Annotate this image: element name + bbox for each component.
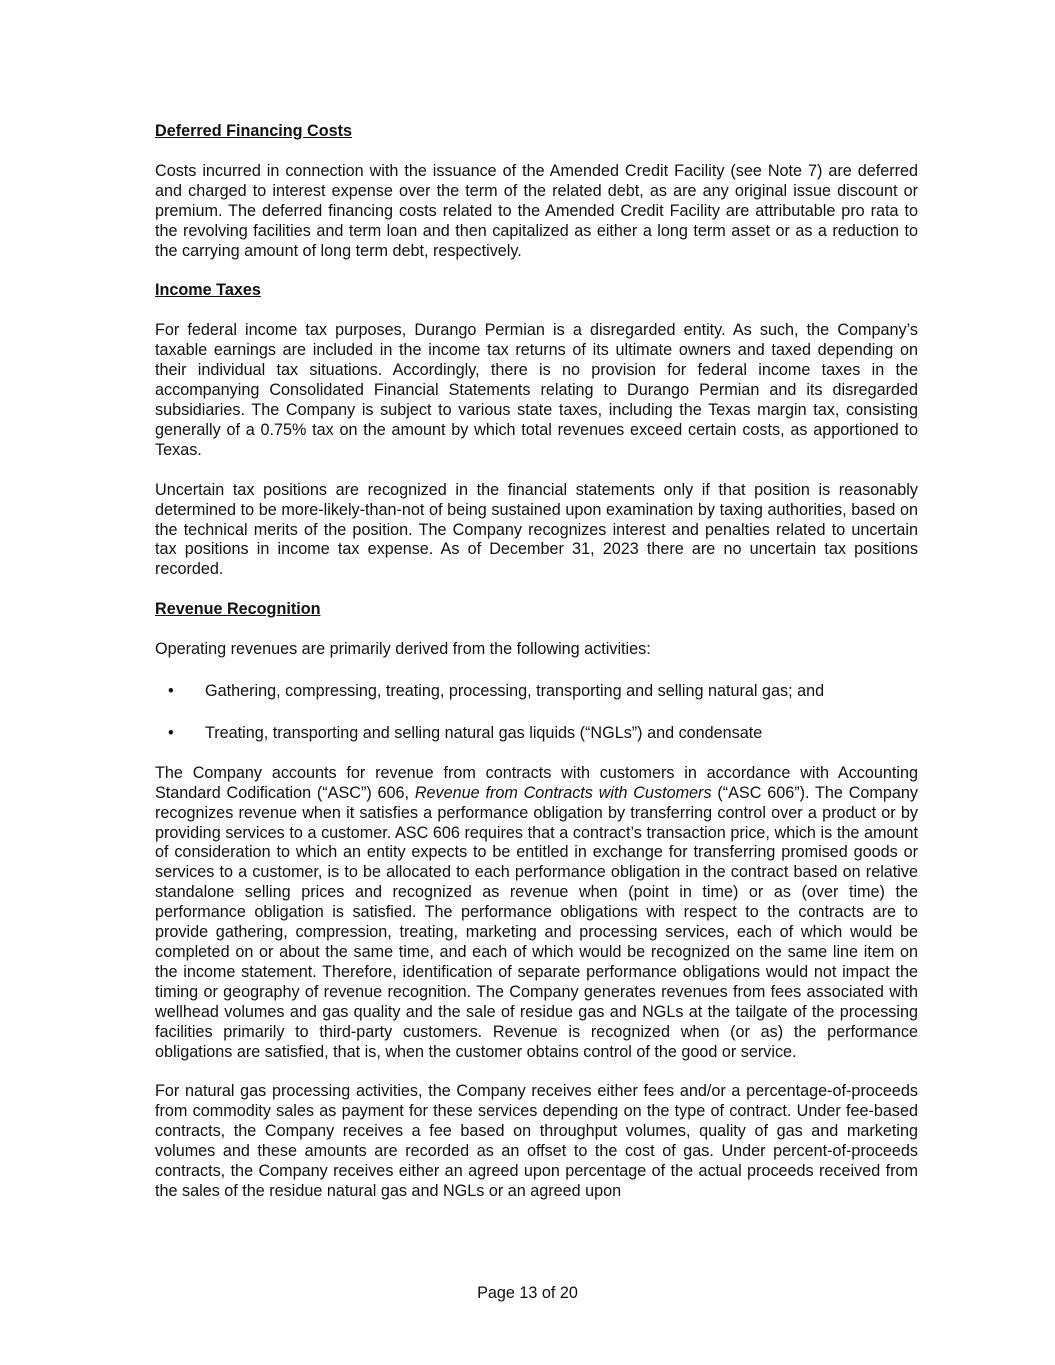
- paragraph-income-taxes-2: Uncertain tax positions are recognized in the financial statements only if that position is reasonably determined to be more-likely-than-not of being sustained upon examination by taxing authorities, based on the technical merits of the position. The Company recognizes interest and penalties related to uncertain tax positions in income tax expense. As of December 31, 2023 there are no uncertain tax positions recorded.: [155, 480, 918, 579]
- page-number: Page 13 of 20: [477, 1284, 578, 1302]
- asc-606-title: Revenue from Contracts with Customers: [414, 783, 712, 802]
- activities-list: [155, 682, 918, 744]
- paragraph-revenue-1-part-a: The Company accounts for revenue from contracts with customers in accordance with Accounting Standard Codification (“ASC”) 606,: [155, 763, 918, 802]
- bullet-icon: •: [168, 723, 174, 742]
- list-item: [155, 682, 918, 702]
- paragraph-revenue-1-part-b: (“ASC 606”). The Company recognizes revenue when it satisfies a performance obligation by transferring control over a product or by providing services to a customer. ASC 606 requires that a contract’s transaction price, which is the amount of consideration to which an entity expects to be entitled in exchange for transferring promised goods or services to a customer, is to be allocated to each performance obligation in the contract based on relative standalone selling prices and recognized as revenue when (point in time) or as (over time) the performance obligation is satisfied. The performance obligations with respect to the contracts are to provide gathering, compression, treating, marketing and processing services, each of which would be completed on or about the same time, and each of which would be recognized on the same line item on the income statement. Therefore, identification of separate performance obligations would not impact the timing or geography of revenue recognition. The Company generates revenues from fees associated with wellhead volumes and gas quality and the sale of residue gas and NGLs at the tailgate of the processing facilities primarily to third-party customers. Revenue is recognized when (or as) the performance obligations are satisfied, that is, when the customer obtains control of the good or service.: [155, 783, 918, 1061]
- paragraph-revenue-2: For natural gas processing activities, the Company receives either fees and/or a percentage-of-proceeds from commodity sales as payment for these services depending on the type of contract. Under fee-based contracts, the Company receives a fee based on throughput volumes, quality of gas and marketing volumes and these amounts are recorded as an offset to the cost of gas. Under percent-of-proceeds contracts, the Company receives either an agreed upon percentage of the actual proceeds received from the sales of the residue natural gas and NGLs or an agreed upon: [155, 1082, 918, 1200]
- paragraph-revenue-1: [155, 764, 918, 1063]
- section-heading-deferred-financing-costs: Deferred Financing Costs: [155, 122, 352, 140]
- document-page: [155, 122, 918, 1202]
- paragraph-income-taxes-1: For federal income tax purposes, Durango Permian is a disregarded entity. As such, the Company’s taxable earnings are included in the income tax returns of its ultimate owners and taxed depending on their individual tax situations. Accordingly, there is no provision for federal income taxes in the accompanying Consolidated Financial Statements relating to Durango Permian and its disregarded subsidiaries. The Company is subject to various state taxes, including the Texas margin tax, consisting generally of a 0.75% tax on the amount by which total revenues exceed certain costs, as apportioned to Texas.: [155, 321, 918, 459]
- section-heading-revenue-recognition: Revenue Recognition: [155, 600, 321, 619]
- paragraph-deferred-financing-costs: Costs incurred in connection with the issuance of the Amended Credit Facility (see Note 7) are deferred and charged to interest expense over the term of the related debt, as are any original issue discount or premium. The deferred financing costs related to the Amended Credit Facility are attributable pro rata to the revolving facilities and term loan and then capitalized as either a long term asset or as a reduction to the carrying amount of long term debt, respectively.: [155, 161, 918, 260]
- list-item-text: Treating, transporting and selling natural gas liquids (“NGLs”) and condensate: [205, 723, 763, 742]
- section-heading-income-taxes: Income Taxes: [155, 281, 261, 300]
- list-item-text: Gathering, compressing, treating, processing, transporting and selling natural gas; and: [205, 682, 825, 701]
- paragraph-revenue-intro: Operating revenues are primarily derived from the following activities:: [155, 640, 651, 659]
- list-item: [155, 724, 918, 744]
- bullet-icon: •: [168, 682, 174, 701]
